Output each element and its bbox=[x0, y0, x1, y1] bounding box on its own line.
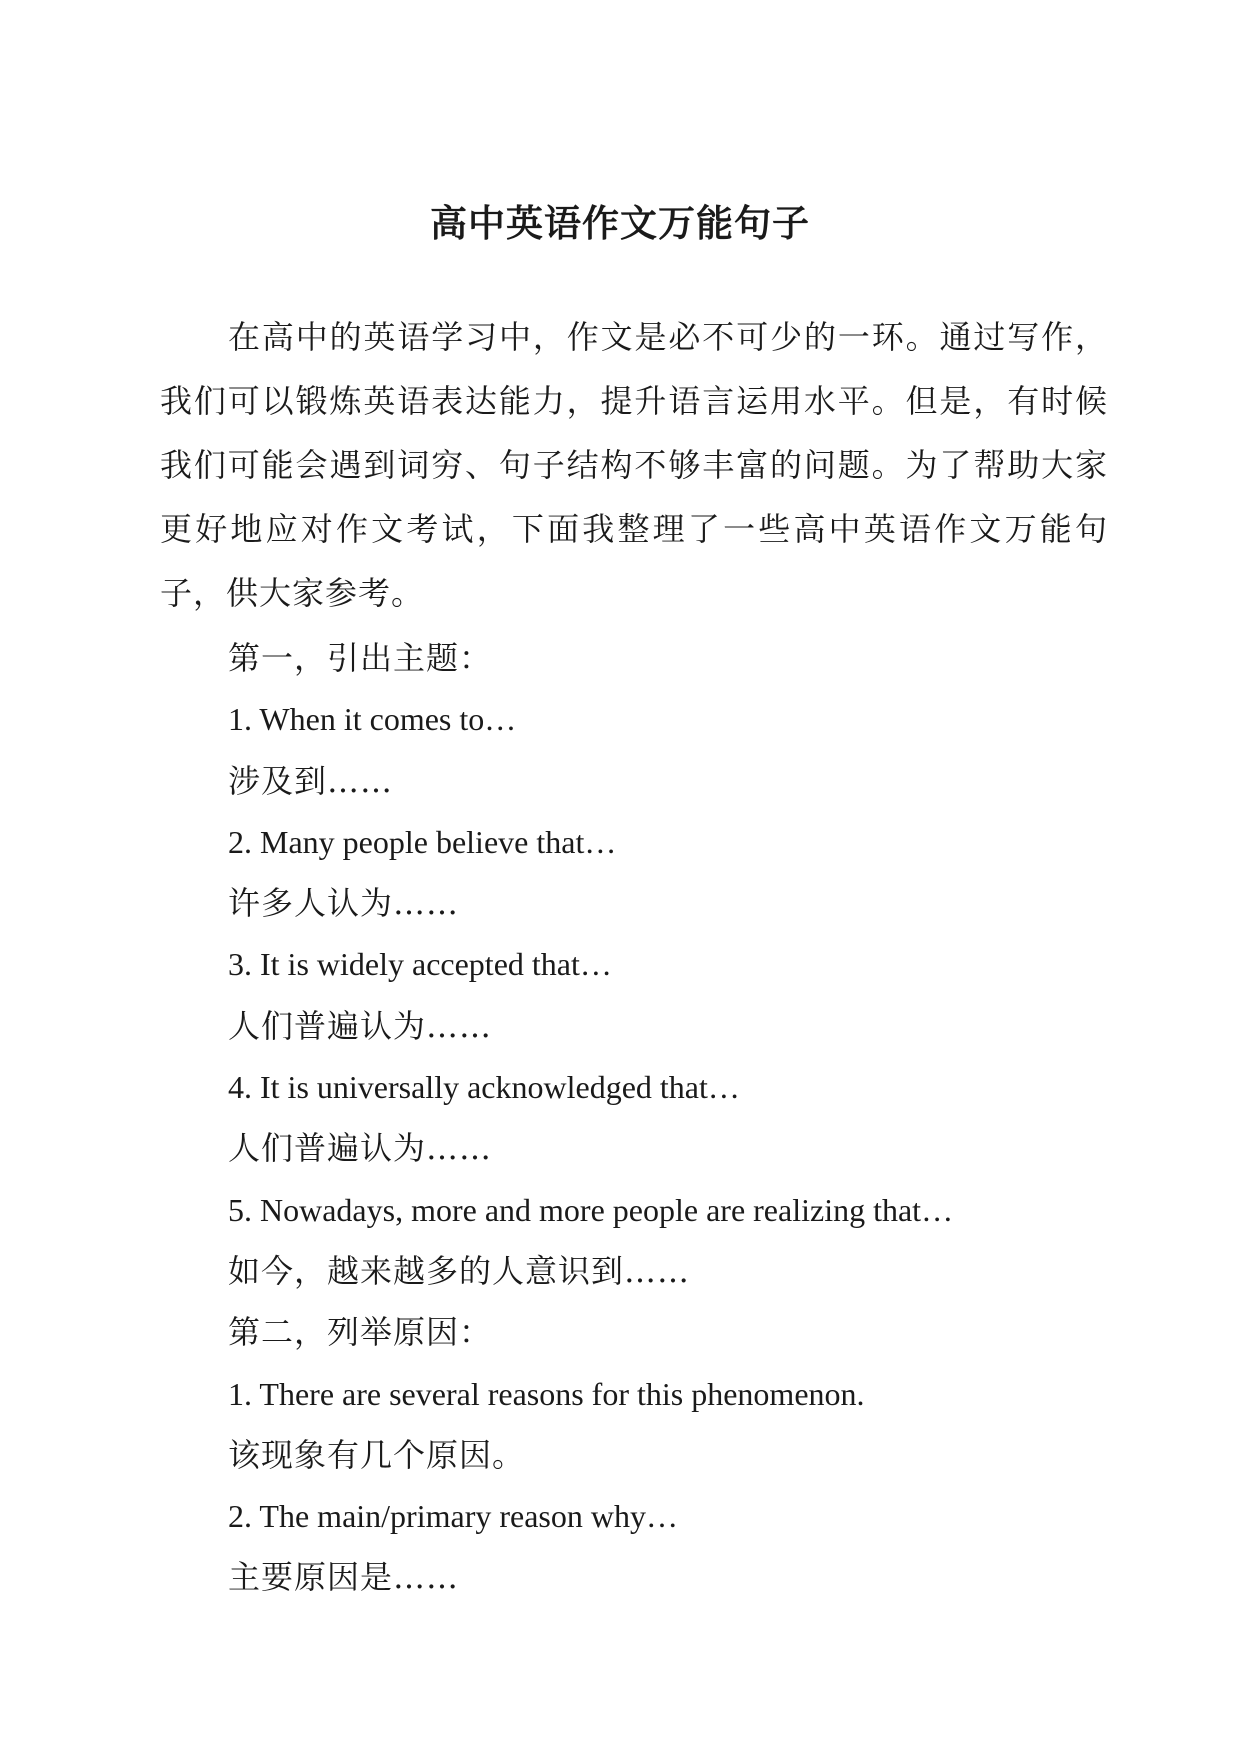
document-title: 高中英语作文万能句子 bbox=[430, 202, 810, 245]
phrase-english: 3. It is widely accepted that… bbox=[228, 946, 612, 983]
intro-paragraph: 在高中的英语学习中，作文是必不可少的一环。通过写作，我们可以锻炼英语表达能力，提升语言运用水平。但是，有时候我们可能会遇到词穷、句子结构不够丰富的问题。为了帮助大家更好地应对作文考试，下面我整理了一些高中英语作文万能句子，供大家参考。 bbox=[160, 318, 1108, 612]
section-heading-introduce-topic: 第一，引出主题： bbox=[228, 639, 493, 677]
phrase-chinese: 该现象有几个原因。 bbox=[228, 1435, 526, 1474]
phrase-english: 1. When it comes to… bbox=[228, 701, 517, 738]
phrase-list bbox=[228, 628, 1128, 1609]
phrase-chinese: 许多人认为…… bbox=[228, 884, 460, 923]
phrase-chinese: 人们普遍认为…… bbox=[228, 1006, 493, 1045]
phrase-english: 2. The main/primary reason why… bbox=[228, 1498, 678, 1535]
phrase-chinese: 涉及到…… bbox=[228, 761, 394, 800]
phrase-chinese: 如今，越来越多的人意识到…… bbox=[228, 1251, 691, 1290]
phrase-english: 5. Nowadays, more and more people are realizing that… bbox=[228, 1191, 954, 1228]
phrase-english: 2. Many people believe that… bbox=[228, 823, 617, 860]
phrase-english: 1. There are several reasons for this phenomenon. bbox=[228, 1375, 865, 1412]
phrase-chinese: 人们普遍认为…… bbox=[228, 1129, 493, 1168]
section-heading-list-reasons: 第二，列举原因： bbox=[228, 1313, 493, 1352]
phrase-chinese: 主要原因是…… bbox=[228, 1558, 460, 1597]
phrase-english: 4. It is universally acknowledged that… bbox=[228, 1069, 740, 1106]
